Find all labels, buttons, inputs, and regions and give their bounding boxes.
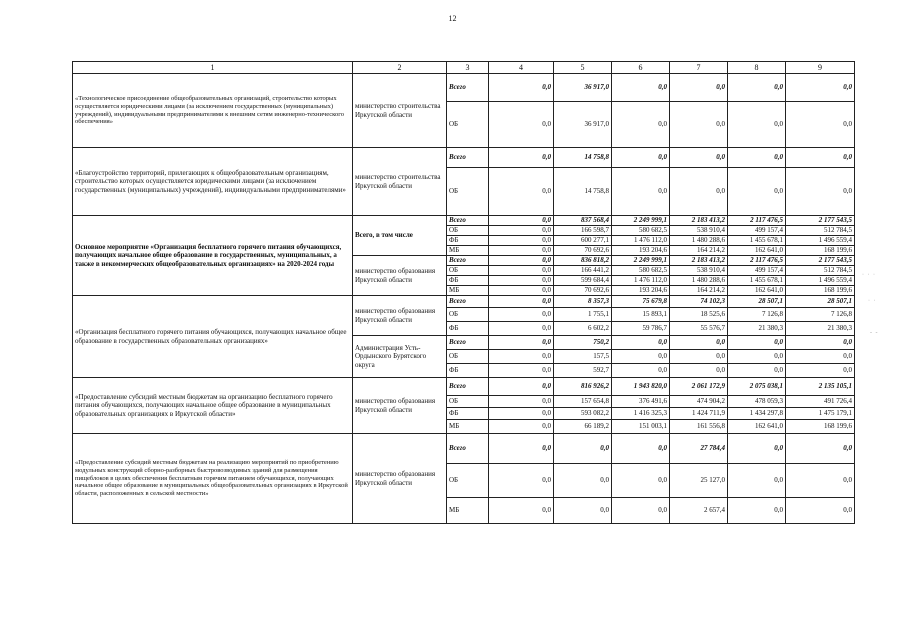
funding-source-cell: ФБ bbox=[447, 236, 489, 246]
funding-source-cell: МБ bbox=[447, 498, 489, 524]
value-cell: 0,0 bbox=[786, 74, 855, 102]
value-cell: 600 277,1 bbox=[554, 236, 612, 246]
value-cell: 164 214,2 bbox=[670, 286, 728, 296]
value-cell: 166 441,2 bbox=[554, 266, 612, 276]
value-cell: 0,0 bbox=[554, 498, 612, 524]
value-cell: 0,0 bbox=[786, 336, 855, 350]
value-cell: 0,0 bbox=[489, 434, 554, 464]
value-cell: 837 568,4 bbox=[554, 216, 612, 226]
value-cell: 2 117 476,5 bbox=[728, 216, 786, 226]
header-row bbox=[73, 62, 855, 74]
value-cell: 1 480 288,6 bbox=[670, 236, 728, 246]
value-cell: 0,0 bbox=[489, 420, 554, 434]
value-cell: 0,0 bbox=[728, 336, 786, 350]
executor-cell: министерство образования Иркутской области bbox=[353, 256, 447, 296]
value-cell: 0,0 bbox=[489, 216, 554, 226]
header-cell: 7 bbox=[670, 62, 728, 74]
header-cell: 8 bbox=[728, 62, 786, 74]
funding-source-cell: ФБ bbox=[447, 408, 489, 420]
value-cell: 1 434 297,8 bbox=[728, 408, 786, 420]
value-cell: 0,0 bbox=[489, 286, 554, 296]
value-cell: 75 679,8 bbox=[612, 296, 670, 308]
value-cell: 70 692,6 bbox=[554, 246, 612, 256]
value-cell: 0,0 bbox=[612, 464, 670, 498]
value-cell: 0,0 bbox=[489, 236, 554, 246]
value-cell: 0,0 bbox=[489, 246, 554, 256]
value-cell: 0,0 bbox=[728, 148, 786, 168]
value-cell: 14 758,8 bbox=[554, 148, 612, 168]
value-cell: 1 480 288,6 bbox=[670, 276, 728, 286]
value-cell: 0,0 bbox=[612, 434, 670, 464]
header-cell: 1 bbox=[73, 62, 353, 74]
value-cell: 0,0 bbox=[728, 498, 786, 524]
value-cell: 0,0 bbox=[489, 148, 554, 168]
value-cell: 0,0 bbox=[489, 256, 554, 266]
value-cell: 1 424 711,9 bbox=[670, 408, 728, 420]
funding-source-cell: ФБ bbox=[447, 276, 489, 286]
funding-source-cell: ОБ bbox=[447, 350, 489, 364]
value-cell: 836 818,2 bbox=[554, 256, 612, 266]
value-cell: 162 641,0 bbox=[728, 286, 786, 296]
value-cell: 0,0 bbox=[786, 464, 855, 498]
value-cell: 2 135 105,1 bbox=[786, 378, 855, 396]
funding-source-cell: Всего bbox=[447, 74, 489, 102]
value-cell: 0,0 bbox=[670, 364, 728, 378]
value-cell: 21 380,3 bbox=[728, 322, 786, 336]
value-cell: 512 784,5 bbox=[786, 266, 855, 276]
value-cell: 164 214,2 bbox=[670, 246, 728, 256]
funding-source-cell: ОБ bbox=[447, 226, 489, 236]
value-cell: 7 126,8 bbox=[786, 308, 855, 322]
header-cell: 5 bbox=[554, 62, 612, 74]
header-cell: 4 bbox=[489, 62, 554, 74]
value-cell: 0,0 bbox=[728, 350, 786, 364]
value-cell: 36 917,0 bbox=[554, 74, 612, 102]
value-cell: 474 904,2 bbox=[670, 396, 728, 408]
value-cell: 0,0 bbox=[670, 350, 728, 364]
value-cell: 0,0 bbox=[786, 364, 855, 378]
value-cell: 538 910,4 bbox=[670, 266, 728, 276]
value-cell: 0,0 bbox=[489, 296, 554, 308]
value-cell: 1 755,1 bbox=[554, 308, 612, 322]
value-cell: 0,0 bbox=[489, 74, 554, 102]
header-cell: 2 bbox=[353, 62, 447, 74]
funding-source-cell: ОБ bbox=[447, 396, 489, 408]
page-number: 12 bbox=[448, 14, 457, 23]
value-cell: 1 496 559,4 bbox=[786, 236, 855, 246]
value-cell: 2 117 476,5 bbox=[728, 256, 786, 266]
value-cell: 59 786,7 bbox=[612, 322, 670, 336]
value-cell: 0,0 bbox=[612, 350, 670, 364]
value-cell: 2 183 413,2 bbox=[670, 256, 728, 266]
value-cell: 2 249 999,1 bbox=[612, 256, 670, 266]
value-cell: 168 199,6 bbox=[786, 286, 855, 296]
funding-source-cell: ФБ bbox=[447, 364, 489, 378]
value-cell: 376 491,6 bbox=[612, 396, 670, 408]
value-cell: 14 758,8 bbox=[554, 168, 612, 216]
value-cell: 750,2 bbox=[554, 336, 612, 350]
value-cell: 0,0 bbox=[786, 168, 855, 216]
value-cell: 0,0 bbox=[489, 266, 554, 276]
funding-source-cell: Всего bbox=[447, 256, 489, 266]
value-cell: 70 692,6 bbox=[554, 286, 612, 296]
value-cell: 0,0 bbox=[670, 168, 728, 216]
measure-name-cell: «Предоставление субсидий местным бюджетам на организацию бесплатного горячего питания обучающихся, получающих начальное общее образование в муниципальных образовательных организациях в Иркутской области» bbox=[73, 378, 353, 434]
value-cell: 0,0 bbox=[786, 434, 855, 464]
funding-source-cell: МБ bbox=[447, 246, 489, 256]
value-cell: 0,0 bbox=[489, 276, 554, 286]
value-cell: 0,0 bbox=[612, 168, 670, 216]
value-cell: 0,0 bbox=[786, 350, 855, 364]
value-cell: 0,0 bbox=[728, 74, 786, 102]
value-cell: 66 189,2 bbox=[554, 420, 612, 434]
value-cell: 0,0 bbox=[489, 350, 554, 364]
measure-name-cell: Основное мероприятие «Организация бесплатного горячего питания обучающихся, получающих начальное общее образование в государственных, муниципальных, а также в некоммерческих общеобразовательных организациях» на 2020-2024 годы bbox=[73, 216, 353, 296]
funding-source-cell: Всего bbox=[447, 336, 489, 350]
value-cell: 816 926,2 bbox=[554, 378, 612, 396]
funding-source-cell: ОБ bbox=[447, 266, 489, 276]
value-cell: 2 657,4 bbox=[670, 498, 728, 524]
table-row bbox=[73, 378, 855, 396]
value-cell: 0,0 bbox=[612, 364, 670, 378]
table-row bbox=[73, 434, 855, 464]
table-row bbox=[73, 216, 855, 226]
value-cell: 0,0 bbox=[612, 148, 670, 168]
value-cell: 1 476 112,0 bbox=[612, 276, 670, 286]
value-cell: 0,0 bbox=[554, 434, 612, 464]
value-cell: 2 183 413,2 bbox=[670, 216, 728, 226]
value-cell: 0,0 bbox=[728, 464, 786, 498]
value-cell: 0,0 bbox=[728, 102, 786, 148]
executor-cell: Администрация Усть-Ордынского Бурятского округа bbox=[353, 336, 447, 378]
value-cell: 161 556,8 bbox=[670, 420, 728, 434]
table-row bbox=[73, 148, 855, 168]
value-cell: 1 943 820,0 bbox=[612, 378, 670, 396]
value-cell: 0,0 bbox=[489, 364, 554, 378]
funding-source-cell: ОБ bbox=[447, 168, 489, 216]
value-cell: 55 576,7 bbox=[670, 322, 728, 336]
value-cell: 0,0 bbox=[489, 464, 554, 498]
value-cell: 0,0 bbox=[489, 378, 554, 396]
value-cell: 0,0 bbox=[489, 336, 554, 350]
value-cell: 28 507,1 bbox=[786, 296, 855, 308]
executor-cell: министерство строительства Иркутской области bbox=[353, 148, 447, 216]
funding-source-cell: ОБ bbox=[447, 464, 489, 498]
header-cell: 3 bbox=[447, 62, 489, 74]
value-cell: 0,0 bbox=[728, 364, 786, 378]
funding-source-cell: ОБ bbox=[447, 102, 489, 148]
header-cell: 6 bbox=[612, 62, 670, 74]
value-cell: 162 641,0 bbox=[728, 420, 786, 434]
value-cell: 1 455 678,1 bbox=[728, 236, 786, 246]
value-cell: 592,7 bbox=[554, 364, 612, 378]
margin-mark: · · bbox=[868, 298, 877, 304]
value-cell: 1 496 559,4 bbox=[786, 276, 855, 286]
measure-name-cell: «Благоустройство территорий, прилегающих к общеобразовательным организациям, строительство которых осуществляется юридическими лицами (за исключением государственных (муниципальных) учреждений), индивидуальными предпринимателями» bbox=[73, 148, 353, 216]
value-cell: 599 684,4 bbox=[554, 276, 612, 286]
executor-cell: министерство образования Иркутской области bbox=[353, 296, 447, 336]
margin-mark: - - bbox=[870, 330, 879, 336]
value-cell: 0,0 bbox=[670, 74, 728, 102]
value-cell: 0,0 bbox=[489, 168, 554, 216]
value-cell: 0,0 bbox=[612, 102, 670, 148]
value-cell: 0,0 bbox=[670, 102, 728, 148]
funding-source-cell: МБ bbox=[447, 420, 489, 434]
value-cell: 0,0 bbox=[489, 396, 554, 408]
funding-source-cell: Всего bbox=[447, 378, 489, 396]
table-row bbox=[73, 296, 855, 308]
margin-mark: · · · bbox=[862, 272, 876, 278]
value-cell: 0,0 bbox=[670, 336, 728, 350]
value-cell: 166 598,7 bbox=[554, 226, 612, 236]
measure-name-cell: «Технологическое присоединение общеобразовательных организаций, строительство которых осуществляется юридическими лицами (за исключением государственных (муниципальных) учреждений), индивидуальными предпринимателями к внешним сетям инженерно-технического обеспечения» bbox=[73, 74, 353, 148]
value-cell: 0,0 bbox=[489, 308, 554, 322]
value-cell: 0,0 bbox=[489, 102, 554, 148]
value-cell: 0,0 bbox=[728, 168, 786, 216]
executor-cell: министерство образования Иркутской области bbox=[353, 378, 447, 434]
value-cell: 162 641,0 bbox=[728, 246, 786, 256]
value-cell: 25 127,0 bbox=[670, 464, 728, 498]
value-cell: 2 061 172,9 bbox=[670, 378, 728, 396]
funding-source-cell: ОБ bbox=[447, 308, 489, 322]
value-cell: 1 476 112,0 bbox=[612, 236, 670, 246]
value-cell: 0,0 bbox=[554, 464, 612, 498]
value-cell: 151 003,1 bbox=[612, 420, 670, 434]
value-cell: 21 380,3 bbox=[786, 322, 855, 336]
measure-name-cell: «Предоставление субсидий местным бюджетам на реализацию мероприятий по приобретению модульных конструкций сборно-разборных быстровозводимых зданий для размещения пищеблоков в целях обеспечения бесплатным горячим питанием обучающихся, получающих начальное общее образование в муниципальных общеобразовательных организациях в Иркутской области, расположенных в сельской местности» bbox=[73, 434, 353, 524]
value-cell: 0,0 bbox=[786, 148, 855, 168]
value-cell: 512 784,5 bbox=[786, 226, 855, 236]
value-cell: 2 177 543,5 bbox=[786, 256, 855, 266]
value-cell: 1 455 678,1 bbox=[728, 276, 786, 286]
value-cell: 2 249 999,1 bbox=[612, 216, 670, 226]
value-cell: 74 102,3 bbox=[670, 296, 728, 308]
funding-source-cell: ФБ bbox=[447, 322, 489, 336]
value-cell: 1 416 325,3 bbox=[612, 408, 670, 420]
executor-cell: министерство строительства Иркутской области bbox=[353, 74, 447, 148]
value-cell: 0,0 bbox=[489, 498, 554, 524]
value-cell: 0,0 bbox=[489, 322, 554, 336]
value-cell: 27 784,4 bbox=[670, 434, 728, 464]
value-cell: 0,0 bbox=[612, 498, 670, 524]
value-cell: 8 357,3 bbox=[554, 296, 612, 308]
funding-source-cell: Всего bbox=[447, 148, 489, 168]
value-cell: 580 682,5 bbox=[612, 266, 670, 276]
value-cell: 7 126,8 bbox=[728, 308, 786, 322]
value-cell: 538 910,4 bbox=[670, 226, 728, 236]
value-cell: 168 199,6 bbox=[786, 420, 855, 434]
value-cell: 193 204,6 bbox=[612, 286, 670, 296]
value-cell: 593 082,2 bbox=[554, 408, 612, 420]
value-cell: 491 726,4 bbox=[786, 396, 855, 408]
value-cell: 0,0 bbox=[728, 434, 786, 464]
value-cell: 157,5 bbox=[554, 350, 612, 364]
executor-cell: Всего, в том числе bbox=[353, 216, 447, 256]
header-cell: 9 bbox=[786, 62, 855, 74]
value-cell: 28 507,1 bbox=[728, 296, 786, 308]
value-cell: 0,0 bbox=[612, 336, 670, 350]
value-cell: 0,0 bbox=[612, 74, 670, 102]
value-cell: 1 475 179,1 bbox=[786, 408, 855, 420]
value-cell: 499 157,4 bbox=[728, 266, 786, 276]
funding-source-cell: Всего bbox=[447, 434, 489, 464]
value-cell: 168 199,6 bbox=[786, 246, 855, 256]
value-cell: 499 157,4 bbox=[728, 226, 786, 236]
funding-source-cell: Всего bbox=[447, 296, 489, 308]
value-cell: 0,0 bbox=[489, 408, 554, 420]
value-cell: 580 682,5 bbox=[612, 226, 670, 236]
value-cell: 36 917,0 bbox=[554, 102, 612, 148]
value-cell: 478 059,3 bbox=[728, 396, 786, 408]
value-cell: 0,0 bbox=[786, 498, 855, 524]
value-cell: 193 204,6 bbox=[612, 246, 670, 256]
value-cell: 15 893,1 bbox=[612, 308, 670, 322]
executor-cell: министерство образования Иркутской области bbox=[353, 434, 447, 524]
value-cell: 0,0 bbox=[670, 148, 728, 168]
value-cell: 6 602,2 bbox=[554, 322, 612, 336]
funding-source-cell: МБ bbox=[447, 286, 489, 296]
value-cell: 2 075 038,1 bbox=[728, 378, 786, 396]
value-cell: 2 177 543,5 bbox=[786, 216, 855, 226]
value-cell: 0,0 bbox=[489, 226, 554, 236]
value-cell: 18 525,6 bbox=[670, 308, 728, 322]
measure-name-cell: «Организация бесплатного горячего питания обучающихся, получающих начальное общее образование в государственных образовательных организациях» bbox=[73, 296, 353, 378]
financing-table bbox=[72, 61, 855, 524]
value-cell: 157 654,8 bbox=[554, 396, 612, 408]
table-row bbox=[73, 74, 855, 102]
funding-source-cell: Всего bbox=[447, 216, 489, 226]
value-cell: 0,0 bbox=[786, 102, 855, 148]
